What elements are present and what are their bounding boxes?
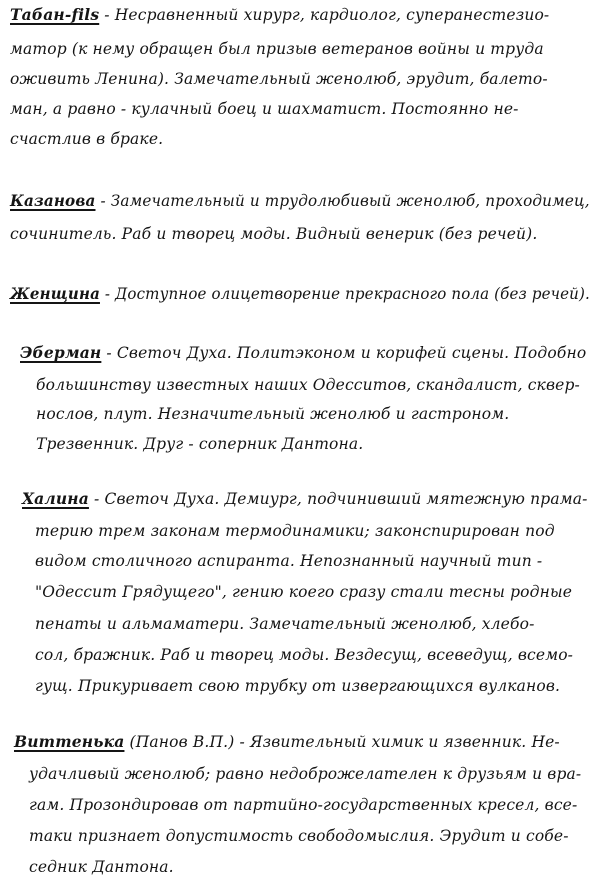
entry-line: нослов, плут. Незначительный женолюб и гастроном. (36, 405, 510, 423)
entry-line: сол, бражник. Раб и творец моды. Вездесущ, всеведущ, всемо- (35, 646, 574, 664)
entry-line: терию трем законам термодинамики; законспирирован под (35, 522, 555, 540)
entry-text: (Панов В.П.) - Язвительный химик и язвенник. Не- (124, 733, 560, 751)
entry-line: большинству известных наших Одесситов, скандалист, сквер- (36, 376, 580, 394)
entry-line: удачливый женолюб; равно недоброжелателен к друзьям и вра- (29, 765, 582, 783)
entry-line: "Одессит Грядущего", гению коего сразу стали тесны родные (35, 583, 573, 601)
entry-line: пенаты и альмаматери. Замечательный женолюб, хлебо- (35, 615, 535, 633)
character-name: Женщина (10, 284, 100, 303)
entry-line (14, 732, 560, 752)
entry-line: гам. Прозондировав от партийно-государственных кресел, все- (29, 796, 578, 814)
entry-line: матор (к нему обращен был призыв ветеранов войны и труда (10, 40, 544, 58)
character-name: Халина (22, 489, 89, 508)
entry-text: - Доступное олицетворение прекрасного пола (без речей). (99, 285, 590, 303)
entry-line: таки признает допустимость свободомыслия. Эрудит и собе- (29, 827, 569, 845)
character-name: Казанова (10, 191, 96, 210)
entry-line (10, 284, 590, 304)
entry-text: - Светоч Духа. Политэконом и корифей сцены. Подобно (101, 344, 587, 362)
entry-line: ман, а равно - кулачный боец и шахматист. Постоянно не- (10, 100, 519, 118)
entry-line (20, 343, 586, 363)
entry-line: гущ. Прикуривает свою трубку от извергающихся вулканов. (35, 677, 561, 695)
character-name: Эберман (20, 343, 102, 362)
entry-line: сочинитель. Раб и творец моды. Видный венерик (без речей). (10, 225, 538, 243)
entry-line: счастлив в браке. (10, 130, 164, 148)
entry-text: - Светоч Духа. Демиург, подчинивший мятежную прама- (88, 490, 588, 508)
entry-line: видом столичного аспиранта. Непознанный научный тип - (35, 552, 543, 570)
entry-line: Трезвенник. Друг - соперник Дантона. (36, 435, 364, 453)
entry-line (10, 191, 590, 211)
character-name: Табан-fils (10, 5, 100, 24)
character-name: Виттенька (14, 732, 125, 751)
entry-text: - Замечательный и трудолюбивый женолюб, проходимец, (95, 192, 590, 210)
entry-line (22, 489, 588, 509)
entry-text: - Несравненный хирург, кардиолог, суперанестезио- (99, 6, 550, 24)
entry-line: седник Дантона. (29, 858, 174, 876)
entry-line (10, 5, 549, 25)
entry-line: оживить Ленина). Замечательный женолюб, эрудит, балето- (10, 70, 548, 88)
